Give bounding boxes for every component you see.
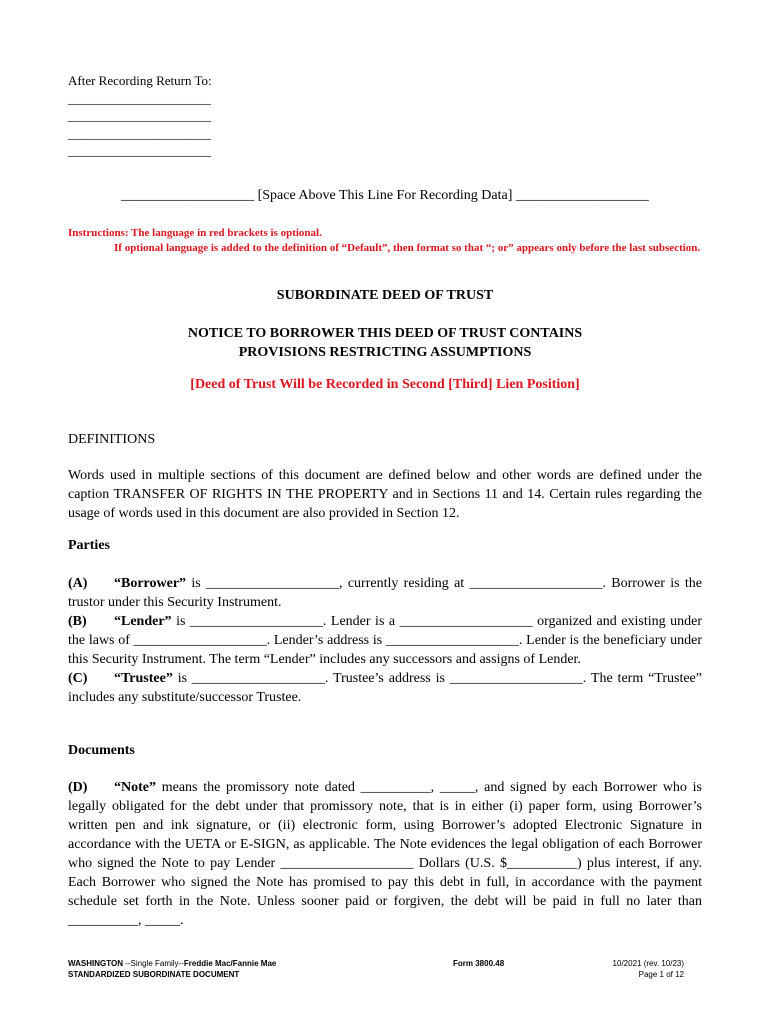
recording-return-block <box>68 72 212 160</box>
footer-family: --Single Family-- <box>125 959 184 968</box>
party-borrower <box>68 574 702 612</box>
definitions-heading: DEFINITIONS <box>68 432 156 447</box>
footer-form-number: Form 3800.48 <box>453 959 505 968</box>
party-label: (B) <box>68 614 87 629</box>
parties-heading: Parties <box>68 538 110 553</box>
footer-state: WASHINGTON <box>68 959 123 968</box>
footer-revision: 10/2021 (rev. 10/23) <box>612 959 684 968</box>
notice-line-2: PROVISIONS RESTRICTING ASSUMPTIONS <box>238 345 532 360</box>
footer-agency: Freddie Mac/Fannie Mae <box>183 959 277 968</box>
notice-line-1: NOTICE TO BORROWER THIS DEED OF TRUST CONTAINS <box>187 326 583 341</box>
note-text: means the promissory note dated __________, _____, and signed by each Borrower who is legally obligated for the debt under that promissory note, that is in either (i) paper form, using Borrower’s written pen and ink signature, or (ii) electronic form, using Borrower’s adopted Electronic Signature in accordance with the UETA or E-SIGN, as applicable. The Note evidences the legal obligation of each Borrower who signed the Note to pay Lender ___________________ Dollars (U.S. $__________) plus interest, if any. Each Borrower who signed the Note has promised to pay this debt in full, in accordance with the payment schedule set forth in the Note. Unless sooner paid or forgiven, the debt will be paid in full no later than __________, _____. <box>68 780 702 928</box>
note-term: “Note” <box>114 780 156 795</box>
instructions-line-2: If optional language is added to the definition of “Default”, then format so that “; or” appears only before the last subsection. <box>114 242 701 254</box>
footer-left <box>68 958 276 980</box>
documents-heading: Documents <box>68 743 135 758</box>
party-text: is ___________________. Trustee’s address is ___________________. The term “Trustee” includes any substitute/successor Trustee. <box>68 671 702 705</box>
note-definition <box>68 778 702 930</box>
party-term: “Borrower” <box>114 576 187 591</box>
party-label: (C) <box>68 671 88 686</box>
party-trustee <box>68 669 702 707</box>
document-title: SUBORDINATE DEED OF TRUST <box>276 288 494 303</box>
recording-line: ______________________ <box>68 143 211 158</box>
recording-label: After Recording Return To: <box>68 73 212 88</box>
footer-right <box>613 958 684 980</box>
party-text: is ___________________, currently residing at ___________________. Borrower is the trustor under this Security Instrument. <box>68 576 702 610</box>
instructions-line-1: Instructions: The language in red brackets is optional. <box>68 227 322 239</box>
party-term: “Lender” <box>114 614 172 629</box>
recording-line: ______________________ <box>68 90 211 106</box>
party-label: (A) <box>68 576 88 591</box>
parties-list <box>68 574 702 707</box>
instructions-block <box>68 226 702 256</box>
party-lender <box>68 612 702 669</box>
recording-line: ______________________ <box>68 125 211 141</box>
recording-line: ______________________ <box>68 108 211 123</box>
borrower-notice <box>68 324 702 362</box>
footer-page-number: Page 1 of 12 <box>638 970 684 979</box>
party-term: “Trustee” <box>114 671 173 686</box>
party-text: is ___________________. Lender is a ___________________ organized and existing under the laws of ___________________. Lender’s address is ___________________. Lender is the beneficiary under this Security Instrument. The term “Lender” includes any successors and assigns of Lender. <box>68 614 702 667</box>
note-label: (D) <box>68 780 88 795</box>
recording-data-separator: ___________________ [Space Above This Line For Recording Data] ___________________ <box>121 188 649 203</box>
definitions-intro: Words used in multiple sections of this document are defined below and other words are defined under the caption TRANSFER OF RIGHTS IN THE PROPERTY and in Sections 11 and 14. Certain rules regarding the usage of words used in this document are also provided in Section 12. <box>68 468 702 521</box>
lien-position-note: [Deed of Trust Will be Recorded in Second [Third] Lien Position] <box>190 377 580 392</box>
footer-doc-type: STANDARDIZED SUBORDINATE DOCUMENT <box>68 970 240 979</box>
